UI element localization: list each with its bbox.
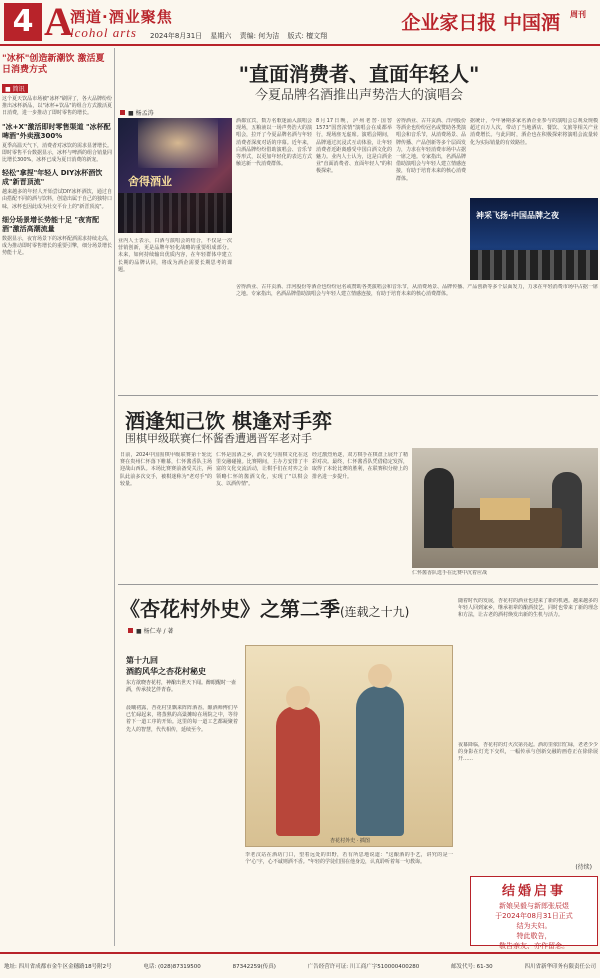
left-para-4: 数据显示，夜宵场景下的冰杯配酒需求持续走高，成为推动即时零售增长的重要引擎，细分场景增长势能十足。 [2, 235, 113, 257]
left-column [2, 48, 112, 948]
story1-col4: 据统计，今年暑期多家名酒企业参与的演唱会总观众规模超过百万人次，带动了当地酒店、餐饮、文旅等相关产业消费增长。与此同时，酒企也在积极探索将演唱会流量转化为实际销量的有效路径。 [470, 118, 598, 146]
footer-address: 地址: 四川省成都市金牛区金穗路18号附2号 [4, 964, 112, 970]
section-title: 酒道·酒业聚焦 [70, 8, 173, 26]
left-headline: "冰杯"创造新潮饮 激活夏日消费方式 [2, 54, 105, 75]
notice-title: 结婚启事 [501, 884, 566, 899]
story2-col1: 日前，2024中国围棋甲级联赛第十轮比赛在贵州仁怀落下帷幕，仁怀酱香队主场迎战山西队。本场比赛赛前备受关注，两队此前多次交手，被棋迷称为"老对手"的较量。 [120, 452, 212, 487]
figure-right [356, 686, 404, 836]
story-divider-1 [118, 395, 598, 396]
notice-line-4: 特此敬告， [516, 932, 552, 940]
left-para-2: 夏季高温天气下，消费者对冰饮的需求显著增长。即时零售平台数据显示，冰杯与啤酒的组合销量同比增长300%，冰杯已成为夏日消费的新宠。 [2, 142, 113, 164]
paper-name: 企业家日报 中国酒 [401, 12, 560, 34]
issue-weekday: 星期六 [210, 32, 232, 40]
story1-col3: 舍得酒业、古井贡酒、洋河股份等酒企也纷纷冠名或赞助各类演唱会和音乐节，从消费场景、品牌传播、产品创新等多个层面发力，力求在年轻消费市场中占据一席之地。专家指出，名酒品牌借助演唱会与年轻人建立情感连接，有助于培育未来的核心消费群体。 [396, 118, 466, 182]
story3-col4: 夜幕降临，杏花村的灯火次第亮起。酒坊里依旧忙碌，老老少少的身影在灯光下交织，一幅传承与创新交融的画卷正在徐徐展开…… [458, 742, 598, 763]
notice-body [471, 901, 597, 951]
story3-headline [120, 593, 409, 622]
illustration-caption: 杏花村外史 · 插图 [330, 838, 370, 844]
concert-photo [118, 118, 232, 233]
brand-night-photo-text: 神采飞扬·中国品牌之夜 [476, 211, 560, 220]
footer-text [4, 962, 596, 970]
figure-left-head [286, 686, 310, 710]
story3-illustration [245, 645, 453, 847]
stage-light [138, 118, 218, 168]
figure-right-head [368, 664, 392, 688]
issue-designer: 版式: 檀文翔 [287, 32, 328, 40]
go-board [480, 498, 530, 520]
stage-people [470, 250, 598, 280]
footer [0, 952, 600, 978]
chapter-poem: 东方欲晓杏花村，神酿出世天下闻。醉眼醒时一壶酒，传承技艺伴青春。 [126, 680, 237, 694]
left-subhead-2: 轻松"拿捏"年轻人 DIY冰杯酒饮成"新晋顶流" [2, 169, 103, 187]
notice-line-5: 敬告亲友、亦作留念。 [499, 942, 569, 950]
brand-night-photo [470, 198, 598, 280]
masthead-rule [0, 44, 600, 46]
issue-editor: 责编: 何为洁 [239, 32, 280, 40]
notice-line-1: 新娘吴毅与新郎张辰煜 [499, 902, 569, 910]
story3-subtitle: (连载之十九) [340, 605, 410, 619]
crowd [118, 193, 232, 233]
issue-info [150, 31, 333, 41]
issue-date: 2024年8月31日 [150, 32, 203, 40]
story1-byline: ■ 杨孟涛 [120, 108, 154, 117]
story2-col2: 仁怀是国酒之乡，酒文化与围棋文化在这里交融碰撞。比赛期间，主办方安排了丰富的文化交流活动，让棋手们在对弈之余领略仁怀的酱酒文化，实现了"以棋会友、以酒传情"。 [216, 452, 308, 487]
story3-col3: 随着时代的发展，杏花村的酒业也迎来了新的机遇。越来越多的年轻人回到家乡，继承祖辈的酿酒技艺，同时也带来了新的理念和方法，让古老的酒村焕发出新的生机与活力。 [458, 598, 598, 619]
story1-col2: 8月17日晚，泸州老窖·国窖1573"国窖浓情"演唱会在成都举行，现场座无虚席。演唱会期间，品牌通过沉浸式互动体验，让年轻消费者近距离感受中国白酒文化的魅力。业内人士认为，这是白酒企业"直面消费者、直面年轻人"的积极探索。 [316, 118, 392, 175]
story2-col3: 经过激烈角逐，双方棋手在棋盘上展开了精彩对决。最终，仁怀酱香队凭借稳定发挥，取得了本轮比赛的胜利，在联赛积分榜上的排名进一步提升。 [312, 452, 408, 480]
story1-col1: 酒都宜宾，数万名歌迷涌入演唱会现场，五粮液以一场声势浩大的演唱会，拉开了今夏品牌名酒与年轻消费者深度对话的序幕。近年来，白酒品牌纷纷借助演唱会、音乐节等形式，以更加年轻化的表达方式触达新一代消费群体。 [236, 118, 312, 168]
story-divider-2 [118, 584, 598, 585]
masthead [0, 0, 600, 44]
go-match-photo [412, 448, 598, 568]
story3-col2: 李老汉站在酒坊门口，望着远处的田野，若有所思地说道："这酿酒的手艺，讲究的是一个'心'字，心不诚则酒不香。"年轻的学徒们围在他身边，认真聆听着每一句教诲。 [245, 852, 453, 866]
story1-col6: 舍得酒业、古井贡酒、洋河股份等酒企也纷纷冠名或赞助各类演唱会和音乐节，从消费场景、品牌传播、产品创新等多个层面发力，力求在年轻消费市场中占据一席之地。专家指出，名酒品牌借助演唱会与年轻人建立情感连接，有助于培育未来的核心消费群体。 [236, 284, 598, 298]
story3-title: 《杏花村外史》之第二季 [120, 597, 340, 621]
story1-headline: "直面消费者、直面年轻人" [238, 62, 480, 86]
section-letter: A [44, 0, 73, 44]
go-photo-caption: 仁怀酱香队选手在比赛中沉着应战 [412, 570, 488, 576]
story3-byline: ■ 杨仁寿 / 著 [128, 626, 173, 635]
column-divider [114, 48, 115, 946]
figure-left [276, 706, 320, 836]
chapter-title: 酒韵风华之杏花村秘史 [126, 667, 206, 676]
concert-photo-text: 舍得酒业 [128, 175, 172, 188]
chapter-number: 第十九回 [126, 656, 158, 665]
story1-col5: 业内人士表示，白酒与演唱会的结合，不仅是一次营销创新，更是品牌年轻化战略的重要组成部分。未来，如何持续输出优质内容，在年轻群体中建立长期的品牌认同，将成为酒企需要长期思考的课题。 [118, 238, 232, 273]
footer-postal: 邮发代号: 61-30 [451, 964, 493, 970]
section-title-en: lcohol arts [70, 25, 137, 40]
notice-line-3: 结为夫妇。 [516, 922, 552, 930]
left-para-1: 这个夏天饮品市场被"冰杯"刷屏了，各大品牌纷纷推出冰杯新品，以"冰杯+饮品"的组合方式激活夏日消费，进一步推动了即时零售的增长。 [2, 96, 112, 117]
left-subhead-3: 细分场景增长势能十足 "夜宵配酒"激活高潮流量 [2, 215, 100, 233]
to-be-continued: (待续) [575, 864, 592, 871]
news-tag: ■ 简讯 [2, 84, 28, 93]
left-subhead-1: "冰+X"激活即时零售渠道 "冰杯配啤酒"外卖涨300% [2, 122, 111, 140]
story1-deck: 今夏品牌名酒推出声势浩大的演唱会 [254, 88, 463, 103]
footer-printer: 四川省新华印务有限责任公司 [524, 964, 596, 970]
footer-phone: 电话: (028)87319500 [143, 964, 201, 970]
footer-fax: 87342259(传真) [232, 964, 276, 970]
left-para-3: 越来越多的年轻人开始尝试DIY冰杯酒饮，通过自由搭配不同的酒与饮料，创造出属于自己的独特口味，冰杯也因此成为社交平台上的"新晋顶流"。 [2, 189, 113, 210]
story2-deck: 围棋甲级联赛仁怀酱香遭遇晋军老对手 [125, 432, 312, 445]
page-number: 4 [4, 3, 42, 41]
story2-headline: 酒逢知己饮 棋逢对手弈 [125, 409, 332, 433]
chapter-heading [126, 655, 206, 677]
notice-line-2: 于2024年08月31日正式 [495, 912, 573, 920]
story3-col1: 晨曦初露，杏花村里飘来阵阵酒香。酿酒师傅们早已忙碌起来，将蒸熟的高粱摊晾在场院之中，等待着下一道工序的开始。这里的每一道工艺都凝聚着先人的智慧，代代相传，延续至今。 [126, 705, 238, 733]
wedding-notice [470, 876, 598, 950]
footer-ad-license: 广告经营许可证: 川工商广字510000400280 [307, 964, 420, 970]
player-left [424, 468, 454, 548]
paper-name-sub: 周刊 [570, 10, 586, 19]
